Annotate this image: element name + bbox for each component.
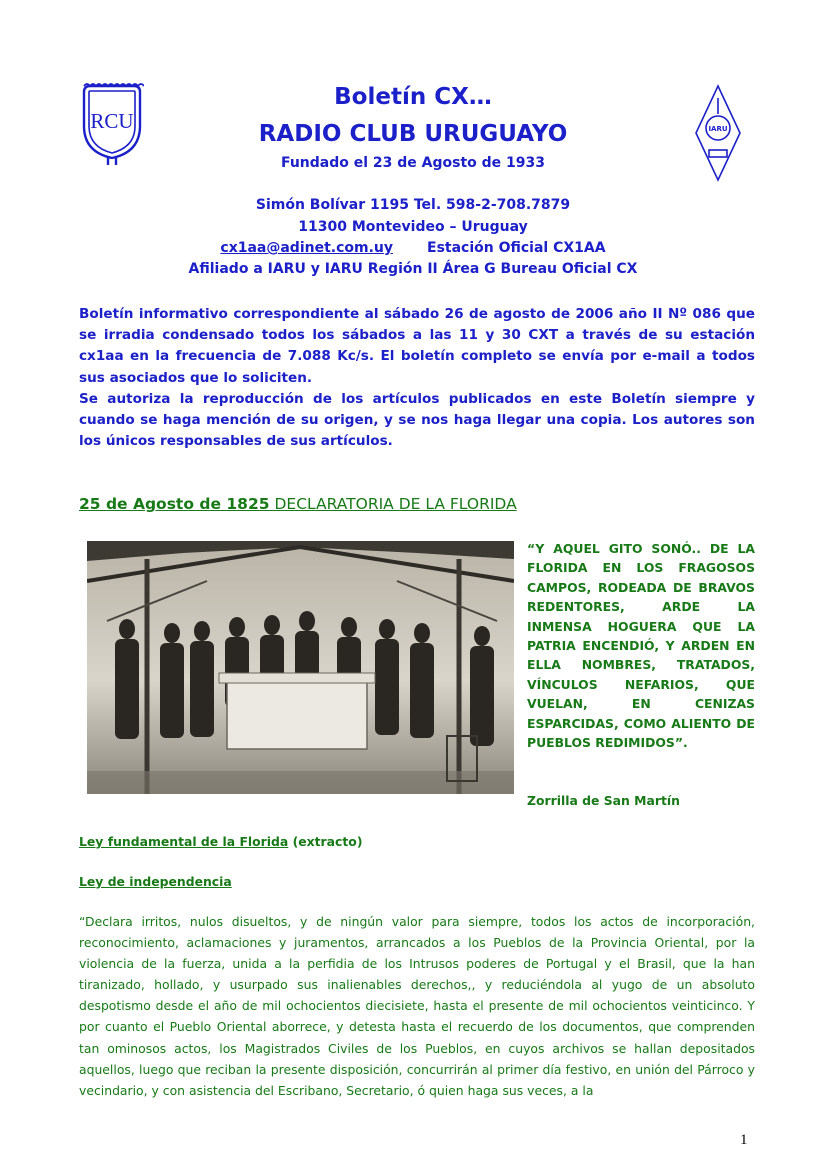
quote-text: “Y AQUEL GITO SONÓ.. DE LA FLORIDA EN LOS FRAGOSOS CAMPOS, RODEADA DE BRAVOS REDENTORES, ARDE LA INMENSA HOGUERA QUE LA PATRIA ENCENDIÓ, Y ARDEN EN ELLA NOMBRES, TRATADOS, VÍNCULOS NEFARIOS, QUE VUELAN, EN CENIZAS ESPARCIDAS, COMO ALIENTO DE PUEBLOS REDIMIDOS”.	[527, 541, 755, 751]
article-title-date: 25 de Agosto de 1825	[79, 495, 270, 513]
law-title-suffix: (extracto)	[288, 834, 363, 849]
address-line: Simón Bolívar 1195 Tel. 598-2-708.7879	[255, 197, 571, 213]
quote-author: Zorrilla de San Martín	[527, 793, 680, 808]
official-station: Estación Oficial CX1AA	[427, 240, 606, 256]
article-title	[79, 495, 517, 513]
law-title	[79, 834, 362, 849]
law-body-text: “Declara irritos, nulos disueltos, y de ningún valor para siempre, todos los actos de incorporación, reconocimiento, aclamaciones y juramentos, arrancados a los Pueblos de la Provincia Oriental, por la violencia de la fuerza, unida a la perfidia de los Intrusos poderes de Portugal y el Brasil, que la han tiranizado, hollado, y usurpado sus inalienables derechos,, y reduciéndola al yugo de un absoluto despotismo desde el año de mil ochocientos diecisiete, hasta el presente de mil ochocientos veinticinco. Y por cuanto el Pueblo Oriental aborrece, y detesta hasta el recuerdo de los documentos, que comprenden tan ominosos actos, los Magistrados Civiles de los Pueblos, en cuyos archivos se hallan depositados aquellos, luego que reciban la presente disposición, concurrirán al primer día festivo, en unión del Párroco y vecindario, y con asistencia del Escribano, Secretario, ó quien haga sus veces, a la	[79, 914, 755, 1098]
law-title-link: Ley fundamental de la Florida	[79, 834, 289, 849]
law-subtitle: Ley de independencia	[79, 874, 232, 889]
intro-text	[79, 304, 755, 452]
declaratoria-painting-image	[87, 541, 514, 794]
founded-date: Fundado el 23 de Agosto de 1933	[280, 155, 546, 171]
intro-paragraph: Se autoriza la reproducción de los artículos publicados en este Boletín siempre y cuando se haga mención de su origen, y se nos haga llegar una copia. Los autores son los únicos responsables de sus artículos.	[79, 390, 755, 450]
affiliation-line: Afiliado a IARU y IARU Región II Área G Bureau Oficial CX	[188, 261, 638, 277]
logo-left-text: RCU	[90, 109, 134, 133]
club-name: RADIO CLUB URUGUAYO	[258, 121, 568, 147]
logo-right-text: IARU	[708, 125, 728, 133]
page-number: 1	[740, 1132, 748, 1148]
city-line: 11300 Montevideo – Uruguay	[298, 219, 528, 235]
intro-paragraph: Boletín informativo correspondiente al sábado 26 de agosto de 2006 año II Nº 086 que se irradia condensado todos los sábados a las 11 y 30 CXT a través de su estación cx1aa en la frecuencia de 7.088 Kc/s. El boletín completo se envía por e-mail a todos sus asociados que lo soliciten.	[79, 306, 755, 386]
contact-line	[0, 240, 826, 256]
article-title-rest: DECLARATORIA DE LA FLORIDA	[269, 495, 517, 513]
email-link[interactable]: cx1aa@adinet.com.uy	[220, 240, 394, 256]
bulletin-title: Boletín CX…	[334, 84, 492, 110]
